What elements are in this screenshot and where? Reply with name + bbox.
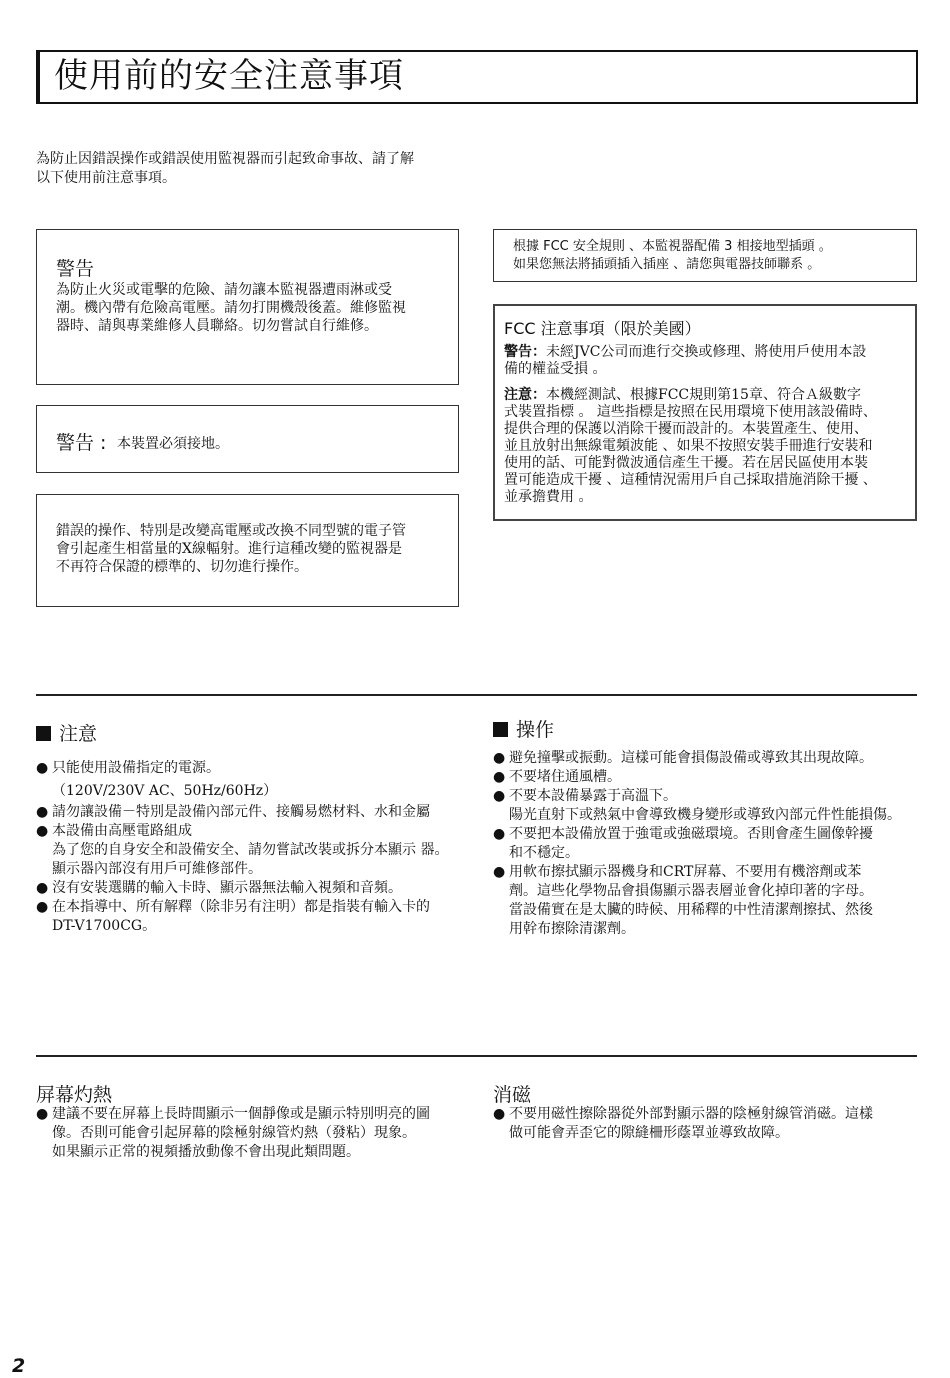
square-bullet-icon <box>36 726 51 741</box>
text-line: 備的權益受損 。 <box>504 361 607 377</box>
text-line: 器時、請與專業維修人員聯絡。切勿嘗試自行維修。 <box>56 318 378 334</box>
list-item <box>493 787 917 825</box>
fcc-notice-box <box>493 304 917 521</box>
text-line: 式裝置指標 。 這些指標是按照在民用環境下使用該設備時、 <box>504 404 877 420</box>
bullet-icon: ● <box>493 864 506 880</box>
fcc-plug-text <box>513 238 908 274</box>
text-line: 為防止火災或電擊的危險、請勿讓本監視器遭雨淋或受 <box>56 282 392 298</box>
text-line: 根據 FCC 安全規則 、本監視器配備 3 相接地型插頭 。 <box>513 239 832 254</box>
item-text: 不要堵住通風槽。 <box>509 769 621 785</box>
item-text: 做可能會弄歪它的隙縫柵形蔭罩並導致故障。 <box>509 1125 789 1141</box>
caution-list <box>36 759 476 936</box>
item-text: 本設備由高壓電路組成 <box>52 823 192 839</box>
text-line: 錯誤的操作、特別是改變高電壓或改換不同型號的電子管 <box>56 523 406 539</box>
item-text: 和不穩定。 <box>509 845 579 861</box>
intro-text <box>36 150 466 188</box>
section-divider <box>36 1055 917 1057</box>
list-item <box>36 759 476 778</box>
text-line: 如果您無法將插頭插入插座 、請您與電器技師聯系 。 <box>513 257 821 272</box>
list-item <box>493 825 917 863</box>
list-item <box>36 879 476 898</box>
warning-text: 本裝置必須接地。 <box>117 436 229 452</box>
list-item <box>493 749 917 768</box>
text-line: 提供合理的保護以消除干擾而設計的。本裝置產生、使用、 <box>504 421 868 437</box>
item-text: 不要把本設備放置于強電或強磁環境。否則會產生圖像幹擾 <box>509 826 873 842</box>
item-text: 請勿讓設備－特別是設備內部元件、接觸易燃材料、水和金屬 <box>52 804 430 820</box>
item-text: 劑。這些化學物品會損傷顯示器表層並會化掉印著的字母。 <box>509 883 873 899</box>
list-item <box>493 1105 917 1143</box>
fcc-plug-box <box>493 229 917 282</box>
square-bullet-icon <box>493 722 508 737</box>
item-text: 為了您的自身安全和設備安全、請勿嘗試改裝或拆分本顯示 器。 <box>52 842 449 858</box>
bullet-icon: ● <box>493 788 506 804</box>
fcc-caution <box>504 387 909 506</box>
bullet-icon: ● <box>36 823 49 839</box>
warning-text <box>56 281 441 335</box>
text-line: 潮。機內帶有危險高電壓。請勿打開機殼後蓋。維修監視 <box>56 300 406 316</box>
fcc-warning <box>504 344 909 378</box>
warning-box-ground <box>36 405 459 473</box>
heading-text: 注意 <box>59 723 98 745</box>
item-text: 當設備實在是太臟的時候、用稀釋的中性清潔劑擦拭、然後 <box>509 902 873 918</box>
item-text: 避免撞擊或振動。這樣可能會損傷設備或導致其出現故障。 <box>509 750 873 766</box>
bullet-icon: ● <box>36 880 49 896</box>
list-item <box>36 822 476 879</box>
fcc-warning-label: 警告： <box>504 344 546 360</box>
text-line <box>504 387 909 404</box>
burn-heading: 屏幕灼熱 <box>36 1084 113 1106</box>
degauss-heading: 消磁 <box>493 1084 532 1106</box>
text-line <box>504 344 909 361</box>
text-line: 置可能造成干擾 、這種情況需用戶自己採取措施消除干擾 、 <box>504 472 877 488</box>
fcc-caution-label: 注意： <box>504 387 546 403</box>
fcc-heading: FCC 注意事項（限於美國） <box>504 319 701 338</box>
item-text: 顯示器內部沒有用戶可維修部件。 <box>52 861 262 877</box>
item-text: 用幹布擦除清潔劑。 <box>509 921 635 937</box>
bullet-icon: ● <box>493 769 506 785</box>
burn-list <box>36 1105 476 1162</box>
item-text: 在本指導中、所有解釋（除非另有注明）都是指裝有輸入卡的 <box>52 899 430 915</box>
bullet-icon: ● <box>36 804 49 820</box>
text-line: 不再符合保證的標準的、切勿進行操作。 <box>56 559 308 575</box>
bullet-icon: ● <box>493 1106 506 1122</box>
list-item <box>36 1105 476 1162</box>
item-text: 如果顯示正常的視頻播放動像不會出現此類問題。 <box>52 1144 360 1160</box>
item-text: 不要本設備暴露于高溫下。 <box>509 788 677 804</box>
item-text: 不要用磁性擦除器從外部對顯示器的陰極射線管消磁。這樣 <box>509 1106 873 1122</box>
page-title: 使用前的安全注意事項 <box>54 56 404 96</box>
warning-heading: 警告 : <box>56 432 107 454</box>
list-item <box>36 803 476 822</box>
text-line: 會引起產生相當量的X線輻射。進行這種改變的監視器是 <box>56 541 402 557</box>
item-text: 建議不要在屏幕上長時間顯示一個靜像或是顯示特別明亮的圖 <box>52 1106 430 1122</box>
item-text: 只能使用設備指定的電源。 <box>52 760 220 776</box>
degauss-list <box>493 1105 917 1143</box>
text-line: 使用的話、可能對微波通信產生干擾。若在居民區使用本裝 <box>504 455 868 471</box>
intro-line: 為防止因錯誤操作或錯誤使用監視器而引起致命事故、請了解 <box>36 151 414 167</box>
warning-text <box>56 522 441 576</box>
list-item-continued: （120V/230V AC、50Hz/60Hz） <box>52 783 278 799</box>
bullet-icon: ● <box>36 760 49 776</box>
operation-list <box>493 749 917 939</box>
warning-box-fire <box>36 229 459 385</box>
bullet-icon: ● <box>493 826 506 842</box>
page-number: 2 <box>12 1355 26 1377</box>
item-text: 陽光直射下或熱氣中會導致機身變形或導致內部元件性能損傷。 <box>509 807 901 823</box>
bullet-icon: ● <box>493 750 506 766</box>
list-item <box>493 768 917 787</box>
bullet-icon: ● <box>36 899 49 915</box>
operation-heading <box>493 718 554 742</box>
warning-box-xray <box>36 494 459 607</box>
item-text: 像。否則可能會引起屏幕的陰極射線管灼熱（發粘）現象。 <box>52 1125 416 1141</box>
list-item <box>36 898 476 936</box>
caution-heading <box>36 722 97 746</box>
item-text: DT-V1700CG。 <box>52 918 157 934</box>
item-text: 用軟布擦拭顯示器機身和CRT屏幕、不要用有機溶劑或苯 <box>509 864 862 880</box>
text-line: 並承擔費用 。 <box>504 489 593 505</box>
text-span: 未經JVC公司而進行交換或修理、將使用戶使用本設 <box>546 344 867 360</box>
item-text: 沒有安裝選購的輸入卡時、顯示器無法輸入視頻和音頻。 <box>52 880 402 896</box>
title-box <box>36 50 918 104</box>
intro-line: 以下使用前注意事項。 <box>36 170 176 186</box>
bullet-icon: ● <box>36 1106 49 1122</box>
text-line: 並且放射出無線電頻波能 、如果不按照安裝手冊進行安裝和 <box>504 438 873 454</box>
section-divider <box>36 694 917 696</box>
text-span: 本機經測試、根據FCC規則第15章、符合Ａ級數字 <box>546 387 861 403</box>
heading-text: 操作 <box>516 719 555 741</box>
warning-heading: 警告 <box>56 258 95 280</box>
list-item <box>493 863 917 939</box>
